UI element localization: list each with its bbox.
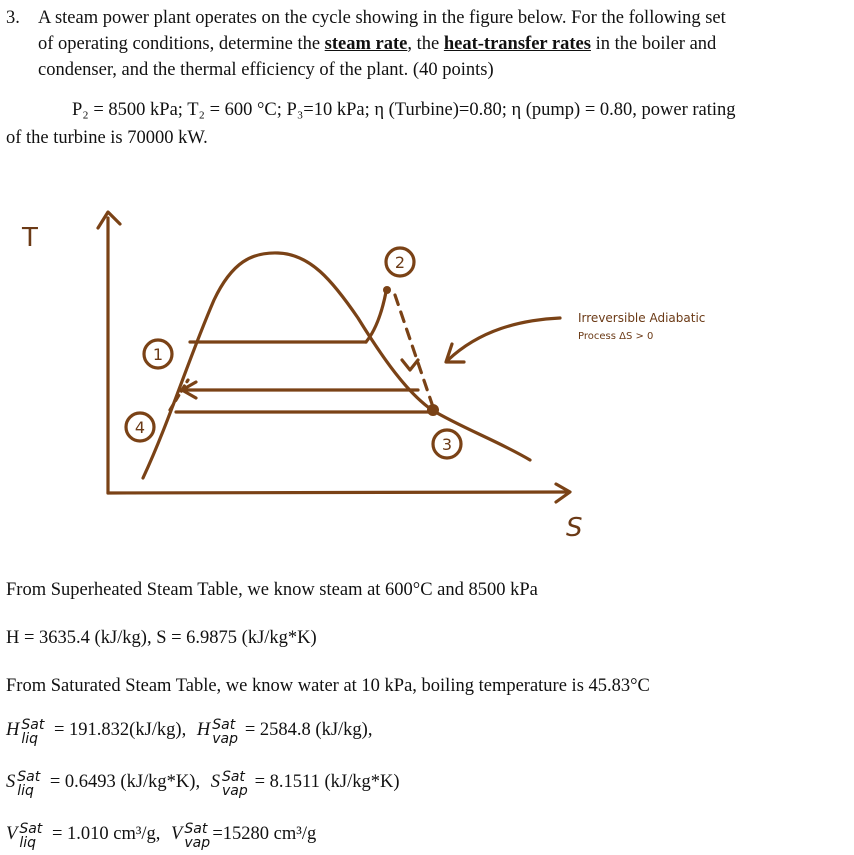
saturation-dome — [143, 253, 530, 478]
enthalpy-line — [6, 717, 373, 747]
problem-line-3: condenser, and the thermal efficiency of the plant. (40 points) — [38, 60, 494, 80]
annotation-arrow — [448, 318, 560, 360]
entropy-vap-sup: Sat — [221, 769, 245, 785]
problem-number: 3. — [6, 8, 20, 28]
enthalpy-liq-sub: liq — [21, 731, 39, 747]
point-1-label: 1 — [152, 345, 164, 364]
entropy-symbol: S — [6, 772, 16, 792]
entropy-line — [6, 769, 400, 799]
annotation-line-2: Process ΔS > 0 — [578, 331, 654, 342]
the-word: the — [416, 34, 440, 54]
comma: , — [407, 34, 412, 54]
enthalpy-vap-value: = 2584.8 (kJ/kg), — [244, 720, 373, 740]
superheated-intro: From Superheated Steam Table, we know steam at 600°C and 8500 kPa — [6, 580, 538, 600]
turbine-arrowhead — [402, 360, 418, 370]
problem-line-2-post: in the boiler and — [595, 34, 717, 54]
state-2-dot — [383, 286, 391, 294]
volume-vap-sup: Sat — [184, 821, 208, 837]
entropy-vap-sub: vap — [221, 783, 248, 799]
state-3-dot — [427, 404, 439, 416]
enthalpy-vap-sup: Sat — [212, 717, 236, 733]
entropy-vap-value: = 8.1511 (kJ/kg*K) — [254, 772, 400, 792]
heat-transfer-term: heat-transfer rates — [443, 34, 591, 54]
entropy-symbol-vap: S — [210, 772, 220, 792]
point-2-label: 2 — [394, 253, 406, 272]
pump-line — [170, 380, 188, 410]
turbine-expansion — [395, 295, 432, 404]
volume-liq-value: = 1.010 cm³/g, — [51, 824, 161, 844]
volume-liq-sub: liq — [19, 835, 36, 851]
volume-symbol-vap: V — [171, 824, 183, 844]
volume-vap-sub: vap — [184, 835, 211, 851]
volume-liq-sup: Sat — [19, 821, 43, 837]
saturated-intro: From Saturated Steam Table, we know water at 10 kPa, boiling temperature is 45.83°C — [6, 676, 650, 696]
volume-line — [6, 821, 317, 851]
enthalpy-symbol-vap: H — [196, 720, 211, 740]
point-3-label: 3 — [441, 435, 453, 454]
enthalpy-liq-sup: Sat — [21, 717, 45, 733]
volume-vap-value: =15280 cm³/g — [212, 824, 317, 844]
enthalpy-symbol: H — [6, 720, 20, 740]
conditions-line-2: of the turbine is 70000 kW. — [6, 128, 208, 148]
s-axis-label: S — [566, 513, 583, 543]
h-s-values: H = 3635.4 (kJ/kg), S = 6.9875 (kJ/kg*K) — [6, 628, 317, 648]
steam-rate-term: steam rate — [324, 34, 408, 54]
t-axis-label: T — [22, 223, 38, 253]
entropy-liq-sup: Sat — [17, 769, 41, 785]
conditions-line-1: P₂ = 8500 kPa; T₂ = 600 °C; P₃=10 kPa; η (Turbine)=0.80; η (pump) = 0.80, power rating — [72, 100, 736, 120]
entropy-liq-value: = 0.6493 (kJ/kg*K), — [49, 772, 201, 792]
problem-line-2-pre: of operating conditions, determine the — [38, 34, 321, 54]
enthalpy-liq-value: = 191.832(kJ/kg), — [54, 720, 187, 740]
volume-symbol: V — [6, 824, 18, 844]
enthalpy-vap-sub: vap — [212, 731, 238, 747]
annotation-line-1: Irreversible Adiabatic — [578, 311, 706, 325]
point-4-label: 4 — [134, 418, 146, 437]
entropy-liq-sub: liq — [17, 783, 34, 799]
problem-line-1: A steam power plant operates on the cycle showing in the figure below. For the following set — [38, 8, 726, 28]
s-axis — [108, 492, 568, 493]
